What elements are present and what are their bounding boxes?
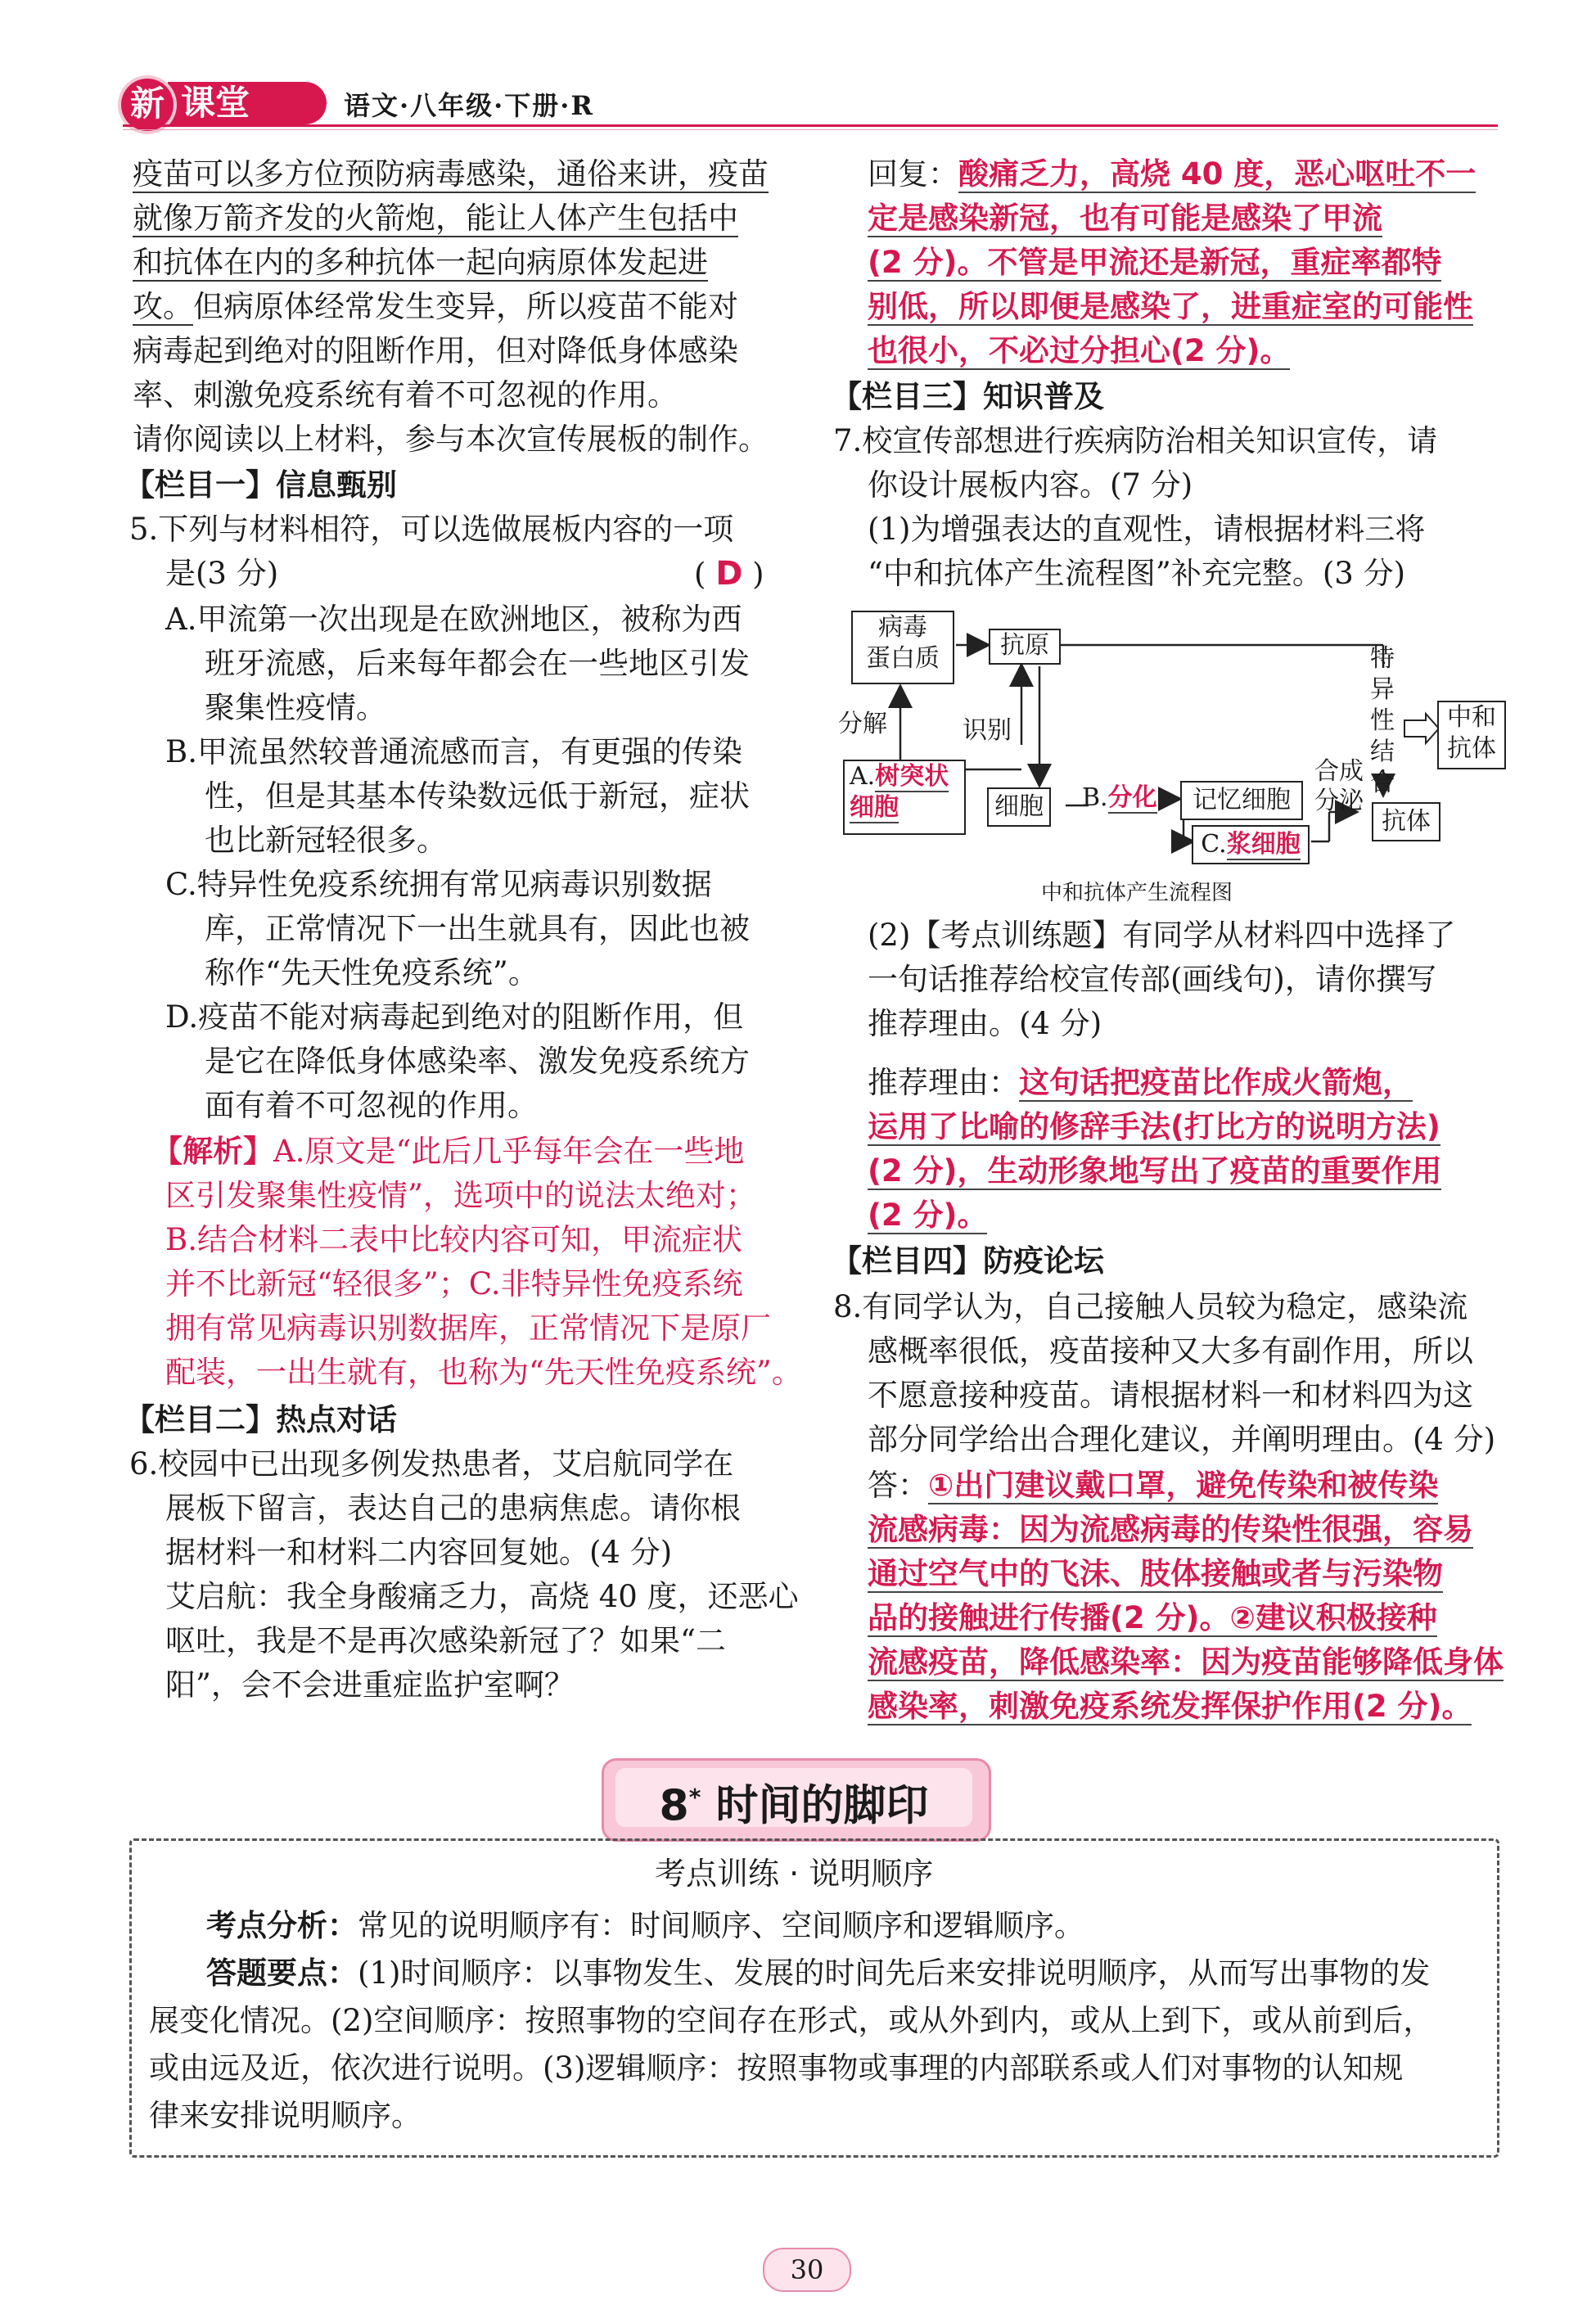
question-7-2: 推荐理由。(4 分) (868, 1006, 1102, 1041)
label-b: B.分化 (1082, 783, 1157, 812)
box-analysis-label: 考点分析： (206, 1908, 358, 1943)
box-plasma-cell: C.浆细胞 (1192, 825, 1310, 864)
question-8: 部分同学给出合理化建议，并阐明理由。(4 分) (868, 1422, 1496, 1457)
reason-line: (2 分)。 (868, 1198, 988, 1233)
section-heading: 【栏目二】热点对话 (124, 1402, 397, 1437)
question-6: 据材料一和材料二内容回复她。(4 分) (165, 1535, 673, 1570)
answer-letter: D (715, 555, 743, 593)
logo-badge: 新 (121, 79, 174, 131)
flowchart-caption: 中和抗体产生流程图 (1041, 881, 1233, 905)
box-virus-protein: 病毒 蛋白质 (851, 611, 954, 684)
option-line: 面有着不可忽视的作用。 (205, 1088, 538, 1123)
arrow-to-neutral (1404, 714, 1439, 743)
question-8: 不愿意接种疫苗。请根据材料一和材料四为这 (868, 1378, 1473, 1413)
option-line: A.甲流第一次出现是在欧洲地区，被称为西 (165, 602, 742, 637)
logo-band (168, 82, 327, 124)
reply-line: 酸痛乏力，高烧 40 度，恶心呕吐不一 (958, 156, 1477, 192)
header-rule-thin (123, 129, 1498, 130)
option-line: 称作“先天性免疫系统”。 (205, 955, 539, 990)
label-synthesize: 合成 (1314, 757, 1364, 786)
material-line: 就像万箭齐发的火箭炮，能让人体产生包括中 (133, 201, 738, 236)
analysis-line: 区引发聚集性疫情”，选项中的说法太绝对； (165, 1178, 756, 1213)
reply-line: (2 分)。不管是甲流还是新冠，重症率都特 (868, 245, 1442, 280)
lesson-name: 时间的脚印 (715, 1781, 929, 1831)
answer-line: ①出门建议戴口罩，避免传染和被传染 (928, 1468, 1439, 1503)
lesson-number: 8 (659, 1781, 689, 1831)
option-line: D.疫苗不能对病毒起到绝对的阻断作用，但 (165, 999, 744, 1035)
question-7: (1)为增强表达的直观性，请根据材料三将 (868, 512, 1426, 547)
question-6: 阳”，会不会进重症监护室啊？ (165, 1667, 575, 1703)
box-cell: 细胞 (987, 787, 1051, 827)
option-line: 班牙流感，后来每年都会在一些地区引发 (205, 646, 750, 681)
material-line: 率、刺激免疫系统有着不可忽视的作用。 (133, 377, 678, 413)
material-line: 请你阅读以上材料，参与本次宣传展板的制作。 (133, 422, 769, 457)
lesson-star: * (688, 1784, 701, 1811)
reply-line: 定是感染新冠，也有可能是感染了甲流 (868, 201, 1382, 236)
box-dendritic-cell: A.树突状 细胞 (843, 760, 966, 835)
question-6: 艾启航：我全身酸痛乏力，高烧 40 度，还恶心 (165, 1579, 799, 1614)
box-memory-cell: 记忆细胞 (1180, 781, 1303, 820)
answer-plasma: 浆细胞 (1226, 830, 1301, 859)
answer-line: 品的接触进行传播(2 分)。②建议积极接种 (868, 1600, 1437, 1635)
question-8: 8.有同学认为，自己接触人员较为稳定，感染流 (833, 1289, 1468, 1324)
header-rule (123, 124, 1498, 127)
material-line: 但病原体经常发生变异，所以疫苗不能对 (193, 289, 738, 324)
logo-text: 课堂 (181, 83, 250, 123)
option-line: 聚集性疫情。 (205, 690, 386, 725)
analysis-line: 配装，一出生就有，也称为“先天性免疫系统”。 (165, 1355, 802, 1390)
answer-differentiate: 分化 (1107, 783, 1157, 812)
question-7: “中和抗体产生流程图”补充完整。(3 分) (868, 556, 1406, 591)
box-points-line: 展变化情况。(2)空间顺序：按照事物的空间存在形式，或从外到内，或从上到下，或从前到后， (149, 2003, 1434, 2038)
question-6: 呕吐，我是不是再次感染新冠了？如果“二 (165, 1623, 726, 1658)
label-identify: 识别 (963, 716, 1012, 745)
box-analysis: 常见的说明顺序有：时间顺序、空间顺序和逻辑顺序。 (358, 1908, 1084, 1943)
box-points-line: 或由远及近，依次进行说明。(3)逻辑顺序：按照事物或事理的内部联系或人们对事物的认知规 (149, 2050, 1404, 2086)
answer-label: 答： (868, 1468, 928, 1503)
box-points-line: (1)时间顺序：以事物发生、发展的时间先后来安排说明顺序，从而写出事物的发 (358, 1955, 1431, 1991)
box-heading: 考点训练 · 说明顺序 (655, 1856, 934, 1892)
question-7-2: 一句话推荐给校宣传部(画线句)，请你撰写 (868, 962, 1436, 997)
reply-line: 别低，所以即便是感染了，进重症室的可能性 (868, 289, 1473, 324)
box-points-label: 答题要点： (206, 1955, 358, 1991)
material-line: 和抗体在内的多种抗体一起向病原体发起进 (133, 245, 708, 280)
question-6: 展板下留言，表达自己的患病焦虑。请你根 (165, 1491, 741, 1526)
analysis-line: B.结合材料二表中比较内容可知，甲流症状 (165, 1222, 742, 1257)
analysis-line: A.原文是“此后几乎每年会在一些地 (273, 1134, 745, 1169)
option-line: 库，正常情况下一出生就具有，因此也被 (205, 911, 750, 946)
reason-line: 这句话把疫苗比作成火箭炮， (1019, 1065, 1413, 1100)
answer-paren: ( D ) (694, 555, 764, 593)
section-heading: 【栏目三】知识普及 (832, 379, 1104, 414)
option-line: C.特异性免疫系统拥有常见病毒识别数据 (165, 867, 712, 902)
question-6: 6.校园中已出现多例发热患者，艾启航同学在 (129, 1446, 734, 1482)
book-subject: 语文·八年级·下册·R (344, 90, 595, 121)
option-line: 是它在降低身体感染率、激发免疫系统方 (205, 1044, 750, 1079)
reply-label: 回复： (868, 156, 958, 192)
page-number: 30 (763, 2248, 851, 2292)
answer-line: 感染率，刺激免疫系统发挥保护作用(2 分)。 (868, 1689, 1472, 1724)
reason-label: 推荐理由： (868, 1065, 1019, 1100)
section-heading: 【栏目四】防疫论坛 (832, 1243, 1104, 1279)
question-7: 你设计展板内容。(7 分) (868, 467, 1193, 503)
question-5: 5.下列与材料相符，可以选做展板内容的一项 (129, 512, 734, 547)
question-7-2: (2)【考点训练题】有同学从材料四中选择了 (868, 918, 1456, 953)
material-line: 攻。 (133, 289, 193, 324)
box-neutralizing-antibody: 中和 抗体 (1437, 701, 1506, 769)
option-line: 也比新冠轻很多。 (205, 823, 447, 858)
reason-line: 运用了比喻的修辞手法(打比方的说明方法) (868, 1109, 1440, 1144)
answer-line: 通过空气中的飞沫、肢体接触或者与污染物 (868, 1556, 1443, 1591)
option-line: 性，但是其基本传染数远低于新冠，症状 (205, 778, 750, 814)
question-8: 感概率很低，疫苗接种又大多有副作用，所以 (868, 1333, 1473, 1369)
question-5: 是(3 分) (165, 556, 279, 591)
material-line: 病毒起到绝对的阻断作用，但对降低身体感染 (133, 333, 738, 368)
box-antibody: 抗体 (1372, 802, 1440, 841)
question-7: 7.校宣传部想进行疾病防治相关知识宣传，请 (833, 423, 1438, 458)
answer-line: 流感疫苗，降低感染率：因为疫苗能够降低身体 (868, 1644, 1504, 1680)
box-points-line: 律来安排说明顺序。 (149, 2098, 422, 2133)
answer-line: 流感病毒：因为流感病毒的传染性很强，容易 (868, 1512, 1473, 1547)
reply-line: 也很小，不必过分担心(2 分)。 (868, 333, 1291, 368)
label-specific-binding: 特 异 性 结 合 (1370, 644, 1395, 797)
option-line: B.甲流虽然较普通流感而言，有更强的传染 (165, 734, 742, 769)
reason-line: (2 分)，生动形象地写出了疫苗的重要作用 (868, 1153, 1442, 1189)
box-antigen: 抗原 (989, 629, 1061, 665)
analysis-line: 并不比新冠“轻很多”；C.非特异性免疫系统 (165, 1266, 743, 1301)
answer-dendritic: 树突状 (875, 762, 949, 791)
label-decompose: 分解 (838, 710, 887, 738)
material-line: 疫苗可以多方位预防病毒感染，通俗来讲，疫苗 (133, 156, 769, 192)
analysis-line: 拥有常见病毒识别数据库，正常情况下是原厂 (165, 1310, 771, 1346)
lesson-title (615, 1768, 972, 1831)
label-secrete: 分泌 (1314, 787, 1364, 815)
section-heading: 【栏目一】信息甄别 (124, 467, 397, 503)
analysis-label: 【解析】 (152, 1134, 273, 1169)
